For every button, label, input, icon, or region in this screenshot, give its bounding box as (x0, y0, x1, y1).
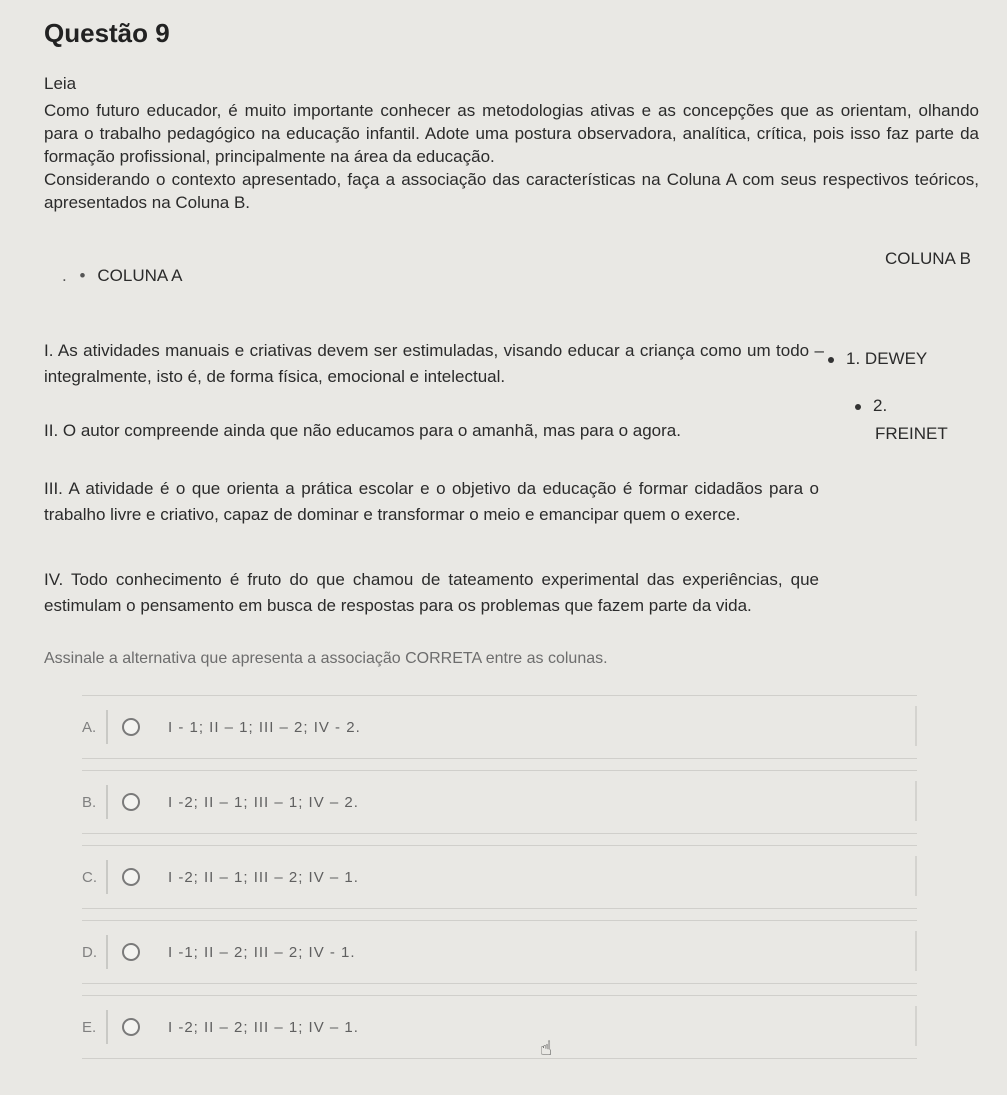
column-b-item-1 (828, 345, 927, 373)
divider (915, 856, 917, 896)
radio-button[interactable] (122, 1018, 140, 1036)
column-a-title: COLUNA A (97, 266, 183, 285)
bullet-icon: . • (62, 266, 90, 285)
column-b-item-2 (855, 392, 948, 448)
column-b-item-1-name: DEWEY (864, 349, 928, 368)
bullet-icon (828, 357, 834, 363)
option-letter: E. (82, 1018, 97, 1036)
radio-button[interactable] (122, 943, 140, 961)
divider (915, 706, 917, 746)
option-letter: D. (82, 943, 97, 961)
column-a-item-3: III. A atividade é o que orienta a prática escolar e o objetivo da educação é formar cidadãos para o trabalho livre e criativo, capaz de dominar e transformar o meio e emancipar quem o exerce. (44, 479, 819, 524)
option-e[interactable] (82, 995, 917, 1059)
divider (106, 860, 108, 894)
option-a[interactable] (82, 695, 917, 759)
hand-pointer-icon: ☝ (540, 1038, 553, 1060)
leia-label: Leia (44, 74, 77, 93)
column-a-header (62, 266, 182, 286)
radio-button[interactable] (122, 868, 140, 886)
column-b-item-2-name: FREINET (875, 424, 948, 443)
column-a-item-2: II. O autor compreende ainda que não educamos para o amanhã, mas para o agora. (44, 421, 681, 440)
option-text: I -2; II – 1; III – 2; IV – 1. (168, 868, 359, 886)
option-d[interactable] (82, 920, 917, 984)
intro-paragraph-2: Considerando o contexto apresentado, faça a associação das características na Coluna A com seus respectivos teóricos, apresentados na Coluna B. (44, 170, 979, 212)
divider (106, 935, 108, 969)
question-title: Questão 9 (44, 18, 170, 48)
option-text: I -2; II – 2; III – 1; IV – 1. (168, 1018, 359, 1036)
intro-paragraph-1: Como futuro educador, é muito importante conhecer as metodologias ativas e as concepções que as orientam, olhando para o trabalho pedagógico na educação infantil. Adote uma postura observadora, analítica, crítica, pois isso faz parte da formação profissional, principalmente na área da educação. (44, 101, 979, 166)
option-c[interactable] (82, 845, 917, 909)
divider (915, 781, 917, 821)
option-letter: A. (82, 718, 97, 736)
option-letter: C. (82, 868, 97, 886)
divider (915, 1006, 917, 1046)
column-b-item-2-number: 2. (873, 396, 888, 415)
divider (106, 710, 108, 744)
column-a-item-4: IV. Todo conhecimento é fruto do que chamou de tateamento experimental das experiências, que estimulam o pensamento em busca de respostas para os problemas que fazem parte da vida. (44, 570, 819, 615)
option-b[interactable] (82, 770, 917, 834)
radio-button[interactable] (122, 718, 140, 736)
divider (106, 785, 108, 819)
option-text: I -2; II – 1; III – 1; IV – 2. (168, 793, 359, 811)
divider (106, 1010, 108, 1044)
divider (915, 931, 917, 971)
radio-button[interactable] (122, 793, 140, 811)
column-b-item-1-number: 1. (846, 349, 861, 368)
column-b-header: COLUNA B (885, 249, 971, 268)
option-text: I -1; II – 2; III – 2; IV - 1. (168, 943, 356, 961)
bullet-icon (855, 404, 861, 410)
option-text: I - 1; II – 1; III – 2; IV - 2. (168, 718, 361, 736)
answer-instruction: Assinale a alternativa que apresenta a associação CORRETA entre as colunas. (44, 650, 608, 667)
column-a-item-1: I. As atividades manuais e criativas devem ser estimuladas, visando educar a criança como um todo – integralmente, isto é, de forma física, emocional e intelectual. (44, 341, 824, 386)
question-intro (44, 72, 979, 214)
option-letter: B. (82, 793, 97, 811)
